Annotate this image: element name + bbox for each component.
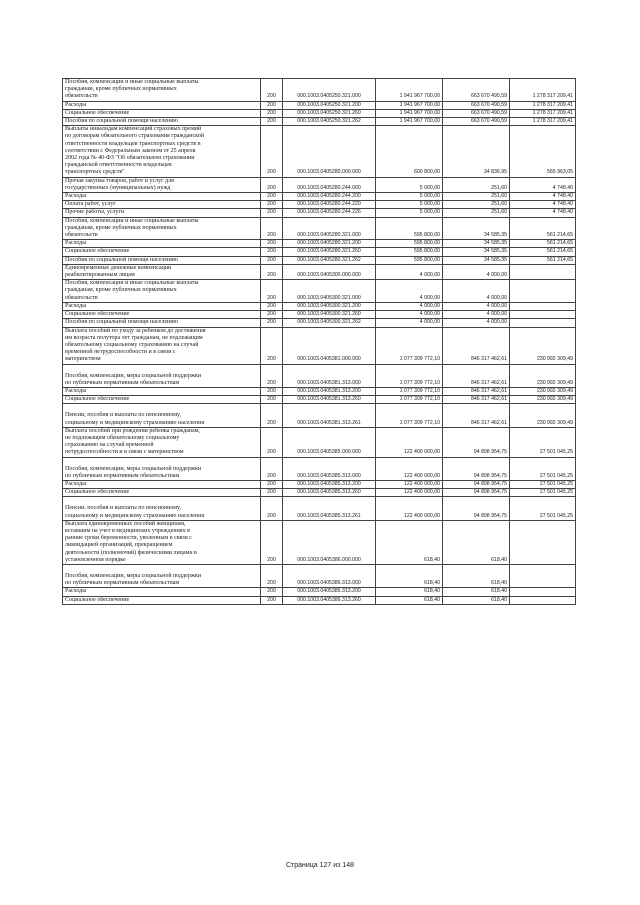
row-name: Пенсии, пособия и выплаты по пенсионному, социальному и медицинскому страхованию населения	[63, 497, 261, 520]
row-approved-amount: 1 941 967 700,00	[376, 109, 443, 117]
row-name: Пенсии, пособия и выплаты по пенсионному, социальному и медицинскому страхованию населения	[63, 404, 261, 427]
row-executed-amount: 663 670 490,59	[443, 79, 510, 102]
row-executed-amount: 94 898 954,75	[443, 497, 510, 520]
table-row	[63, 364, 576, 387]
row-name: Единовременные денежные компенсации реабилитированным лицам	[63, 264, 261, 279]
row-code: 200	[261, 248, 283, 256]
row-approved-amount: 595 800,00	[376, 256, 443, 264]
table-row	[63, 256, 576, 264]
row-code: 200	[261, 588, 283, 596]
table-row	[63, 280, 576, 303]
row-unexecuted-amount: 230 992 309,49	[510, 327, 576, 364]
row-classification-code: 000.1003.0405381.000.000	[283, 327, 376, 364]
row-classification-code: 000.1003.0405381.313.200	[283, 387, 376, 395]
row-classification-code: 000.1003.0405385.000.000	[283, 427, 376, 457]
row-approved-amount: 122 400 000,00	[376, 480, 443, 488]
row-executed-amount: 251,60	[443, 193, 510, 201]
table-body	[63, 79, 576, 605]
page-number: Страница 127 из 148	[285, 862, 355, 869]
row-unexecuted-amount: 4 748,40	[510, 201, 576, 209]
row-unexecuted-amount: 27 501 045,25	[510, 497, 576, 520]
row-code: 200	[261, 280, 283, 303]
table-row	[63, 101, 576, 109]
table-row	[63, 177, 576, 192]
row-executed-amount: 34 585,35	[443, 240, 510, 248]
table-row	[63, 588, 576, 596]
row-classification-code: 000.1003.0405280.244.220	[283, 201, 376, 209]
table-row	[63, 209, 576, 217]
table-row	[63, 248, 576, 256]
row-code: 200	[261, 109, 283, 117]
table-row	[63, 319, 576, 327]
table-row	[63, 497, 576, 520]
row-approved-amount: 1 077 309 772,10	[376, 327, 443, 364]
row-classification-code: 000.1003.0405381.313.261	[283, 404, 376, 427]
table-row	[63, 126, 576, 177]
row-name: Пособия, компенсации, меры социальной поддержки по публичным нормативным обязательствам	[63, 364, 261, 387]
row-name: Социальное обеспечение	[63, 311, 261, 319]
row-name: Расходы	[63, 302, 261, 310]
row-unexecuted-amount: 561 214,65	[510, 248, 576, 256]
row-unexecuted-amount	[510, 520, 576, 564]
row-approved-amount: 1 941 967 700,00	[376, 118, 443, 126]
table-row	[63, 201, 576, 209]
table-row	[63, 596, 576, 604]
row-name: Пособия, компенсации и иные социальные выплаты гражданам, кроме публичных нормативных обязательств	[63, 217, 261, 240]
row-executed-amount: 618,40	[443, 588, 510, 596]
row-executed-amount: 663 670 490,59	[443, 101, 510, 109]
row-approved-amount: 4 000,00	[376, 319, 443, 327]
row-name: Расходы	[63, 387, 261, 395]
row-unexecuted-amount: 27 501 045,25	[510, 489, 576, 497]
row-unexecuted-amount	[510, 564, 576, 587]
row-classification-code: 000.1003.0405386.313.200	[283, 588, 376, 596]
row-code: 200	[261, 264, 283, 279]
row-name: Социальное обеспечение	[63, 489, 261, 497]
row-classification-code: 000.1003.0405381.313.000	[283, 364, 376, 387]
row-approved-amount: 595 800,00	[376, 217, 443, 240]
row-name: Расходы	[63, 240, 261, 248]
row-executed-amount: 663 670 490,59	[443, 118, 510, 126]
row-unexecuted-amount: 27 501 045,25	[510, 480, 576, 488]
row-name: Социальное обеспечение	[63, 109, 261, 117]
row-approved-amount: 618,40	[376, 588, 443, 596]
row-classification-code: 000.1003.0405300.000.000	[283, 264, 376, 279]
row-code: 200	[261, 319, 283, 327]
row-name: Социальное обеспечение	[63, 248, 261, 256]
row-code: 200	[261, 217, 283, 240]
row-approved-amount: 595 800,00	[376, 248, 443, 256]
row-code: 200	[261, 193, 283, 201]
row-classification-code: 000.1003.0405280.000.000	[283, 126, 376, 177]
row-code: 200	[261, 101, 283, 109]
row-classification-code: 000.1003.0405386.000.000	[283, 520, 376, 564]
row-code: 200	[261, 209, 283, 217]
row-executed-amount: 94 898 954,75	[443, 489, 510, 497]
row-executed-amount: 34 585,35	[443, 248, 510, 256]
row-executed-amount: 618,40	[443, 596, 510, 604]
row-name: Пособия по социальной помощи населению	[63, 256, 261, 264]
row-code: 200	[261, 396, 283, 404]
row-approved-amount: 618,40	[376, 564, 443, 587]
row-name: Расходы	[63, 101, 261, 109]
row-classification-code: 000.1003.0405300.321.200	[283, 302, 376, 310]
table-row	[63, 193, 576, 201]
table-row	[63, 240, 576, 248]
row-classification-code: 000.1003.0405300.321.262	[283, 319, 376, 327]
row-unexecuted-amount: 4 748,40	[510, 177, 576, 192]
row-unexecuted-amount	[510, 311, 576, 319]
row-code: 200	[261, 457, 283, 480]
row-approved-amount: 5 000,00	[376, 209, 443, 217]
row-approved-amount: 595 800,00	[376, 240, 443, 248]
table-row	[63, 520, 576, 564]
row-executed-amount: 4 000,00	[443, 280, 510, 303]
row-executed-amount: 846 317 462,61	[443, 387, 510, 395]
row-name: Прочие работы, услуги	[63, 209, 261, 217]
row-executed-amount: 846 317 462,61	[443, 404, 510, 427]
row-name: Расходы	[63, 588, 261, 596]
row-unexecuted-amount: 561 214,65	[510, 240, 576, 248]
table-row	[63, 564, 576, 587]
row-unexecuted-amount: 561 214,65	[510, 217, 576, 240]
row-code: 200	[261, 427, 283, 457]
row-executed-amount: 94 898 954,75	[443, 457, 510, 480]
row-approved-amount: 122 400 000,00	[376, 427, 443, 457]
row-unexecuted-amount: 27 501 045,25	[510, 457, 576, 480]
row-executed-amount: 34 585,35	[443, 256, 510, 264]
table-row	[63, 264, 576, 279]
row-approved-amount: 122 400 000,00	[376, 457, 443, 480]
row-classification-code: 000.1003.0405250.321.200	[283, 101, 376, 109]
row-executed-amount: 4 000,00	[443, 311, 510, 319]
row-approved-amount: 1 077 309 772,10	[376, 396, 443, 404]
row-unexecuted-amount: 27 501 045,25	[510, 427, 576, 457]
table-row	[63, 480, 576, 488]
row-classification-code: 000.1003.0405385.313.260	[283, 489, 376, 497]
row-classification-code: 000.1003.0405280.321.200	[283, 240, 376, 248]
row-unexecuted-amount	[510, 596, 576, 604]
row-executed-amount: 663 670 490,59	[443, 109, 510, 117]
budget-execution-table	[62, 78, 576, 605]
row-name: Пособия, компенсации и иные социальные выплаты гражданам, кроме публичных нормативных обязательств	[63, 280, 261, 303]
row-name: Пособия по социальной помощи населению	[63, 118, 261, 126]
row-unexecuted-amount: 565 963,05	[510, 126, 576, 177]
row-classification-code: 000.1003.0405280.244.200	[283, 193, 376, 201]
row-classification-code: 000.1003.0405250.321.000	[283, 79, 376, 102]
row-executed-amount: 251,60	[443, 209, 510, 217]
row-code: 200	[261, 126, 283, 177]
row-approved-amount: 4 000,00	[376, 302, 443, 310]
row-classification-code: 000.1003.0405300.321.000	[283, 280, 376, 303]
table-row	[63, 457, 576, 480]
row-name: Пособия, компенсации и иные социальные выплаты гражданам, кроме публичных нормативных обязательств	[63, 79, 261, 102]
row-executed-amount: 34 836,95	[443, 126, 510, 177]
row-executed-amount: 34 585,35	[443, 217, 510, 240]
row-classification-code: 000.1003.0405250.321.262	[283, 118, 376, 126]
row-name: Выплата единовременных пособий женщинам, вставшим на учет в медицинских учреждениях в ранние сроки беременности, уволенным в связи с ликвидацией организаций, прекращением деятельности (полномочий) физическими лицами в установленном порядке	[63, 520, 261, 564]
row-classification-code: 000.1003.0405385.313.261	[283, 497, 376, 520]
row-unexecuted-amount	[510, 319, 576, 327]
table-row	[63, 79, 576, 102]
table-row	[63, 387, 576, 395]
row-code: 200	[261, 596, 283, 604]
row-code: 200	[261, 311, 283, 319]
row-name: Выплата пособий по уходу за ребенком до достижения им возраста полутора лет гражданам, не подлежащим обязательному социальному страхованию на случай временной нетрудоспособности и в связи с материнством	[63, 327, 261, 364]
row-classification-code: 000.1003.0405386.313.000	[283, 564, 376, 587]
row-executed-amount: 94 898 954,75	[443, 480, 510, 488]
row-name: Социальное обеспечение	[63, 396, 261, 404]
row-executed-amount: 4 000,00	[443, 319, 510, 327]
table-row	[63, 327, 576, 364]
row-approved-amount: 5 000,00	[376, 201, 443, 209]
row-classification-code: 000.1003.0405280.244.000	[283, 177, 376, 192]
row-classification-code: 000.1003.0405280.321.262	[283, 256, 376, 264]
row-approved-amount: 5 000,00	[376, 193, 443, 201]
row-name: Прочая закупка товаров, работ и услуг для государственных (муниципальных) нужд	[63, 177, 261, 192]
row-approved-amount: 1 077 309 772,10	[376, 404, 443, 427]
row-executed-amount: 846 317 462,61	[443, 396, 510, 404]
table-row	[63, 217, 576, 240]
row-unexecuted-amount: 4 748,40	[510, 193, 576, 201]
row-code: 200	[261, 302, 283, 310]
row-executed-amount: 4 000,00	[443, 302, 510, 310]
table-row	[63, 404, 576, 427]
row-approved-amount: 618,40	[376, 596, 443, 604]
row-unexecuted-amount	[510, 302, 576, 310]
row-approved-amount: 600 800,00	[376, 126, 443, 177]
row-approved-amount: 1 941 967 700,00	[376, 101, 443, 109]
table-row	[63, 109, 576, 117]
row-classification-code: 000.1003.0405300.321.260	[283, 311, 376, 319]
row-executed-amount: 618,40	[443, 520, 510, 564]
row-code: 200	[261, 118, 283, 126]
row-code: 200	[261, 79, 283, 102]
row-approved-amount: 5 000,00	[376, 177, 443, 192]
row-name: Выплаты инвалидам компенсаций страховых премий по договорам обязательного страхования гражданской ответственности владельцев транспортных средств в соответствии с Федеральным законом от 25 апреля 2002 года № 40-ФЗ "Об обязательном страховании гражданской ответственности владельцев транспортных средств"	[63, 126, 261, 177]
row-name: Пособия по социальной помощи населению	[63, 319, 261, 327]
row-code: 200	[261, 327, 283, 364]
row-executed-amount: 251,60	[443, 177, 510, 192]
row-name: Выплата пособий при рождении ребенка гражданам, не подлежащим обязательному социальному страхованию на случай временной нетрудоспособности и в связи с материнством	[63, 427, 261, 457]
table-row	[63, 427, 576, 457]
row-code: 200	[261, 489, 283, 497]
row-approved-amount: 4 000,00	[376, 280, 443, 303]
row-classification-code: 000.1003.0405385.313.000	[283, 457, 376, 480]
row-unexecuted-amount: 1 278 317 209,41	[510, 101, 576, 109]
row-unexecuted-amount	[510, 264, 576, 279]
row-classification-code: 000.1003.0405386.313.260	[283, 596, 376, 604]
row-unexecuted-amount	[510, 280, 576, 303]
row-unexecuted-amount: 561 214,65	[510, 256, 576, 264]
row-approved-amount: 1 077 309 772,10	[376, 387, 443, 395]
row-executed-amount: 251,60	[443, 201, 510, 209]
row-unexecuted-amount: 230 992 309,49	[510, 364, 576, 387]
row-classification-code: 000.1003.0405385.313.200	[283, 480, 376, 488]
row-name: Расходы	[63, 480, 261, 488]
row-name: Оплата работ, услуг	[63, 201, 261, 209]
row-code: 200	[261, 387, 283, 395]
row-code: 200	[261, 201, 283, 209]
row-name: Пособия, компенсации, меры социальной поддержки по публичным нормативным обязательствам	[63, 564, 261, 587]
row-executed-amount: 618,40	[443, 564, 510, 587]
row-code: 200	[261, 564, 283, 587]
row-code: 200	[261, 177, 283, 192]
row-executed-amount: 846 317 462,61	[443, 364, 510, 387]
row-classification-code: 000.1003.0405381.313.260	[283, 396, 376, 404]
row-approved-amount: 4 000,00	[376, 311, 443, 319]
row-approved-amount: 122 400 000,00	[376, 489, 443, 497]
row-code: 200	[261, 404, 283, 427]
table-row	[63, 396, 576, 404]
row-code: 200	[261, 240, 283, 248]
row-unexecuted-amount: 1 278 317 209,41	[510, 79, 576, 102]
row-unexecuted-amount: 230 992 309,49	[510, 387, 576, 395]
row-unexecuted-amount	[510, 588, 576, 596]
row-name: Пособия, компенсации, меры социальной поддержки по публичным нормативным обязательствам	[63, 457, 261, 480]
row-approved-amount: 618,40	[376, 520, 443, 564]
row-code: 200	[261, 497, 283, 520]
row-executed-amount: 94 898 954,75	[443, 427, 510, 457]
table-row	[63, 489, 576, 497]
row-code: 200	[261, 520, 283, 564]
row-approved-amount: 1 077 309 772,10	[376, 364, 443, 387]
row-unexecuted-amount: 230 992 309,49	[510, 404, 576, 427]
row-name: Расходы	[63, 193, 261, 201]
row-code: 200	[261, 364, 283, 387]
row-classification-code: 000.1003.0405250.321.260	[283, 109, 376, 117]
row-unexecuted-amount: 230 992 309,49	[510, 396, 576, 404]
row-code: 200	[261, 256, 283, 264]
row-code: 200	[261, 480, 283, 488]
table-row	[63, 311, 576, 319]
row-approved-amount: 122 400 000,00	[376, 497, 443, 520]
row-executed-amount: 4 000,00	[443, 264, 510, 279]
row-executed-amount: 846 317 462,61	[443, 327, 510, 364]
row-classification-code: 000.1003.0405280.321.000	[283, 217, 376, 240]
row-unexecuted-amount: 4 748,40	[510, 209, 576, 217]
table-row	[63, 302, 576, 310]
row-approved-amount: 4 000,00	[376, 264, 443, 279]
row-approved-amount: 1 941 967 700,00	[376, 79, 443, 102]
row-unexecuted-amount: 1 278 317 209,41	[510, 109, 576, 117]
row-classification-code: 000.1003.0405280.321.260	[283, 248, 376, 256]
row-classification-code: 000.1003.0405280.244.226	[283, 209, 376, 217]
row-name: Социальное обеспечение	[63, 596, 261, 604]
row-unexecuted-amount: 1 278 317 209,41	[510, 118, 576, 126]
table-row	[63, 118, 576, 126]
